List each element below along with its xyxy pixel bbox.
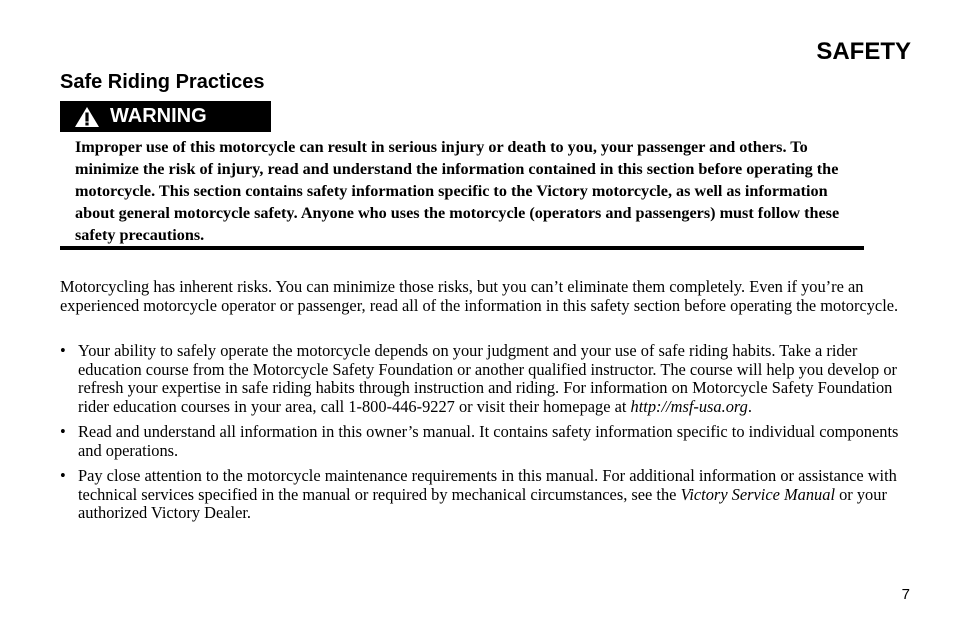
bullet-text: Your ability to safely operate the motorcycle depends on your judgment and your use of safe riding habits. Take a rider education course from the Motorcycle Safety Foundation or another qualified instructor. The course will help you develop or refresh your expertise in safe riding habits through instruction and riding. For information on Motorcycle Safety Foundation rider education courses in your area, call 1-800-446-9227 or visit their homepage at bbox=[78, 341, 898, 416]
bullet-icon: • bbox=[60, 422, 66, 441]
bullet-text-end: or your authorized Victory Dealer. bbox=[78, 484, 887, 522]
warning-banner bbox=[60, 101, 271, 132]
warning-triangle-icon bbox=[74, 106, 100, 128]
safety-bullet-list bbox=[60, 342, 912, 530]
warning-label: WARNING bbox=[110, 105, 207, 127]
warning-text: Improper use of this motorcycle can result in serious injury or death to you, your passenger and others. To minimize the risk of injury, read and understand the information contained in this section before operating the motorcycle. This section contains safety information specific to the Victory motorcycle, as well as information about general motorcycle safety. Anyone who uses the motorcycle (operators and passengers) must follow these safety precautions. bbox=[75, 138, 840, 244]
list-item bbox=[60, 342, 912, 416]
bullet-icon: • bbox=[60, 466, 66, 485]
section-title: Safe Riding Practices bbox=[60, 71, 265, 93]
list-item bbox=[60, 423, 912, 460]
bullet-icon: • bbox=[60, 341, 66, 360]
page-header-title: SAFETY bbox=[816, 38, 911, 65]
msf-homepage-link[interactable]: http://msf-usa.org bbox=[630, 396, 748, 416]
service-manual-title: Victory Service Manual bbox=[680, 484, 836, 504]
bullet-text-end: . bbox=[747, 396, 752, 416]
bullet-text: Pay close attention to the motorcycle maintenance requirements in this manual. For additional information or assistance with technical services specified in the manual or required by mechanical circumstances, see the bbox=[78, 466, 897, 504]
list-item bbox=[60, 467, 912, 523]
intro-paragraph: Motorcycling has inherent risks. You can minimize those risks, but you can’t eliminate them completely. Even if you’re an experienced motorcycle operator or passenger, read all of the information in this safety section before operating the motorcycle. bbox=[60, 277, 899, 315]
page-number: 7 bbox=[901, 586, 910, 603]
warning-divider bbox=[60, 246, 864, 250]
bullet-text: Read and understand all information in this owner’s manual. It contains safety information specific to individual components and operations. bbox=[78, 422, 899, 460]
